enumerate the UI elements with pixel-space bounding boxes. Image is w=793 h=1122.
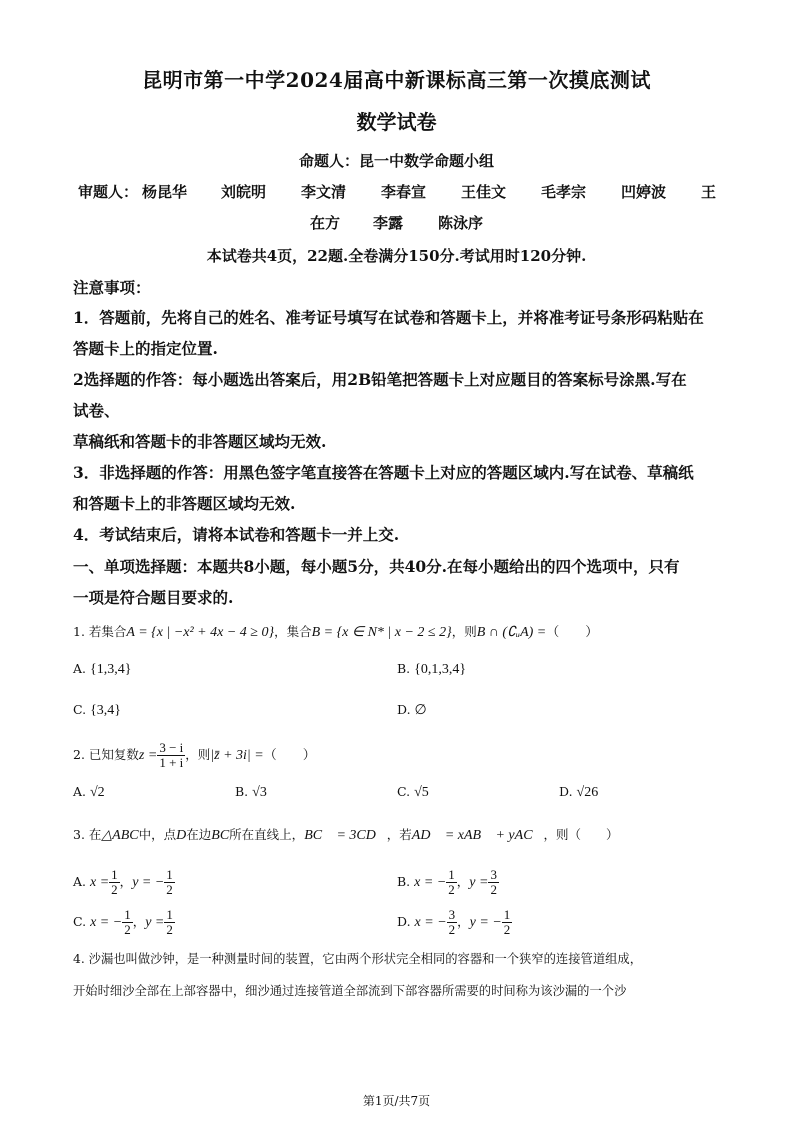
reviewers-label: 审题人： — [78, 183, 139, 201]
q2-option-c[interactable]: C. √5 — [397, 784, 429, 800]
reviewer-name: 凹婷波 — [621, 183, 667, 201]
notice-item-2: 2选择题的作答：每小题选出答案后，用2B铅笔把答题卡上对应题目的答案标号涂黑.写在 — [73, 370, 687, 389]
notice-item-3: 3．非选择题的作答：用黑色签字笔直接答在答题卡上对应的答题区域内.写在试卷、草稿纸 — [73, 463, 694, 482]
notice-item-2-cont: 草稿纸和答题卡的非答题区域均无效. — [73, 432, 327, 451]
reviewer-name: 王 — [701, 183, 717, 201]
notice-item-3-cont: 和答题卡上的非答题区域均无效. — [73, 494, 296, 513]
reviewer-name: 刘皖明 — [221, 183, 267, 201]
q2-then: ，则 — [185, 747, 211, 762]
question-4: 4. 沙漏也叫做沙钟，是一种测量时间的装置，它由两个形状完全相同的容器和一个狭窄的连接管道组成， — [73, 952, 643, 966]
notice-item-1-cont: 答题卡上的指定位置. — [73, 339, 218, 358]
q3-option-c[interactable]: C. x = − $\frac{1}{2}$ ，y = $\frac{1}{2}$ — [73, 907, 173, 937]
exam-subtitle: 数学试卷 — [356, 110, 437, 134]
reviewer-name: 王佳文 — [461, 183, 507, 201]
page-number: 第1页/共7页 — [362, 1094, 431, 1108]
q3-vector-eq: BC⃗ = 3CD⃗ — [304, 828, 387, 843]
question-1 — [73, 623, 598, 642]
reviewer-name: 李露 — [373, 214, 404, 232]
q1-expr: B ∩ (∁ᵤA) = — [476, 625, 547, 640]
notice-item-2-cont: 试卷、 — [73, 401, 120, 420]
section-heading: 一、单项选择题：本题共8小题，每小题5分，共40分.在每小题给出的四个选项中，只有 — [73, 557, 680, 576]
reviewer-name: 在方 — [310, 214, 341, 232]
q3-triangle: △ABC — [101, 828, 139, 843]
reviewer-name: 李春宣 — [381, 183, 427, 201]
q1-answer-paren: （ ） — [546, 624, 599, 639]
q2-option-b[interactable]: B. √3 — [235, 784, 267, 800]
reviewer-name: 李文清 — [301, 183, 347, 201]
question-4-cont: 开始时细沙全部在上部容器中，细沙通过连接管道全部流到下部容器所需要的时间称为该沙漏的一个沙 — [73, 984, 627, 998]
q1-mid: ，集合 — [274, 624, 312, 639]
reviewer-name: 陈泳序 — [438, 214, 484, 232]
question-3: 3. 在△ABC中，点D在边BC所在直线上，BC⃗ = 3CD⃗，若AD⃗ = xAB⃗ + yAC⃗，则（ ） — [73, 827, 619, 843]
q2-fraction: $\frac{3 - i}{1 + i}$ — [159, 740, 184, 770]
q2-option-a[interactable]: A. √2 — [73, 784, 105, 800]
q3-vector-expr: AD⃗ = xAB⃗ + yAC⃗ — [411, 828, 544, 843]
author-line: 命题人：昆一中数学命题小组 — [298, 152, 494, 170]
exam-title: 昆明市第一中学2024届高中新课标高三第一次摸底测试 — [142, 68, 651, 92]
q1-prefix: 1. 若集合 — [73, 624, 127, 639]
q1-then: ，则 — [451, 624, 477, 639]
notice-item-1: 1．答题前，先将自己的姓名、准考证号填写在试卷和答题卡上，并将准考证号条形码粘贴在 — [73, 308, 704, 327]
q2-z: z = — [138, 748, 158, 763]
q2-expr: |z̄ + 3i| = — [210, 748, 264, 763]
reviewer-name: 杨昆华 — [142, 183, 188, 201]
section-heading-cont: 一项是符合题目要求的. — [73, 588, 234, 607]
q1-option-a[interactable]: A. {1,3,4} — [73, 661, 132, 677]
q2-answer-paren: （ ） — [263, 747, 316, 762]
question-2 — [73, 741, 316, 770]
q1-option-d[interactable]: D. ∅ — [397, 702, 427, 718]
q3-option-a[interactable]: A. x = $\frac{1}{2}$ ，y = − $\frac{1}{2}$ — [73, 867, 173, 897]
q3-option-d[interactable]: D. x = − $\frac{3}{2}$ ，y = − $\frac{1}{2}$ — [397, 907, 511, 937]
q2-prefix: 2. 已知复数 — [73, 747, 139, 762]
notice-heading: 注意事项： — [73, 278, 151, 297]
q1-option-b[interactable]: B. {0,1,3,4} — [397, 661, 467, 677]
q2-option-d[interactable]: D. √26 — [559, 784, 599, 800]
notice-item-4: 4．考试结束后，请将本试卷和答题卡一并上交. — [73, 525, 400, 544]
q1-option-c[interactable]: C. {3,4} — [73, 702, 122, 718]
q1-set-a: A = {x | −x² + 4x − 4 ≥ 0} — [126, 625, 275, 640]
q1-set-b: B = {x ∈ N* | x − 2 ≤ 2} — [311, 625, 452, 640]
reviewer-name: 毛孝宗 — [541, 183, 587, 201]
q3-option-b[interactable]: B. x = − $\frac{1}{2}$ ，y = $\frac{3}{2}$ — [397, 867, 497, 897]
exam-info: 本试卷共4页，22题.全卷满分150分.考试用时120分钟. — [206, 247, 587, 265]
